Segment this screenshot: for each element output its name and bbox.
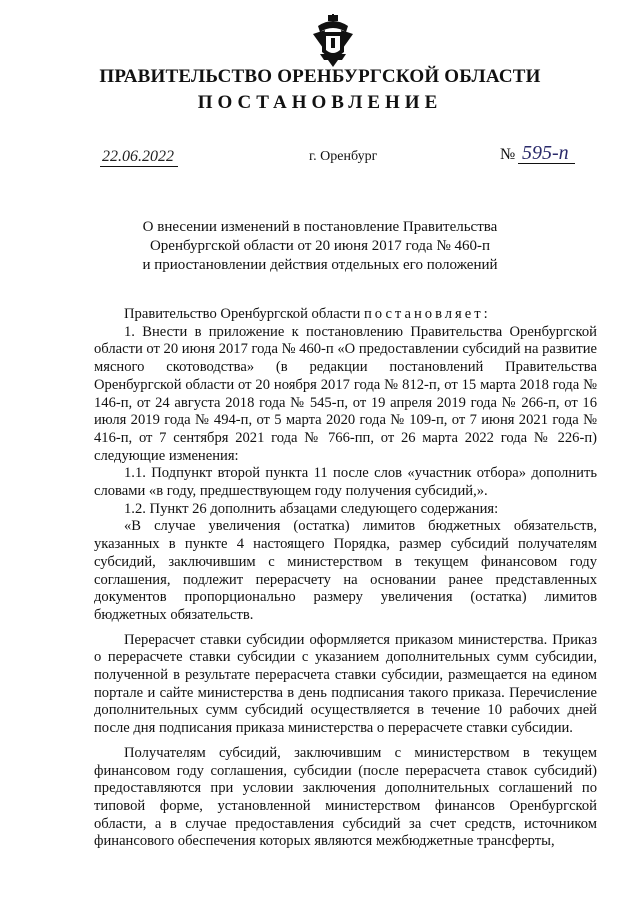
document-date: 22.06.2022 bbox=[100, 148, 178, 167]
paragraph-1: 1. Внести в приложение к постановлению Правительства Оренбургской области от 20 июня 2017 года № 460-п «О предоставлении субсидий на развитие мясного скотоводства» (в редакции постановлений Правительства Оренбургской области от 20 ноября 2017 года № 812-п, от 15 марта 2018 года № 146-п, от 24 августа 2018 года № 545-п, от 19 апреля 2019 года № 266-п, от 16 июля 2019 года № 494-п, от 5 марта 2020 года № 109-п, от 7 июня 2021 года № 416-п, от 7 сентября 2021 года № 766-пп, от 26 марта 2022 года № 226-п) следующие изменения: bbox=[94, 323, 597, 464]
document-city: г. Оренбург bbox=[309, 149, 378, 164]
quoted-paragraph-1: «В случае увеличения (остатка) лимитов бюджетных обязательств, указанных в пункте 4 настоящего Порядка, размер субсидий получателям субсидий, заключившим с министерством в текущем финансовом году соглашения, подлежит перерасчету на основании ранее представленных документов пропорционально размеру увеличения (остатка) лимитов бюджетных обязательств. bbox=[94, 518, 597, 623]
subject-line: и приостановлении действия отдельных его положений bbox=[142, 257, 498, 273]
coat-of-arms-icon bbox=[310, 14, 356, 68]
intro-paragraph bbox=[94, 306, 597, 324]
government-title: ПРАВИТЕЛЬСТВО ОРЕНБУРГСКОЙ ОБЛАСТИ bbox=[99, 66, 541, 87]
document-body bbox=[94, 306, 597, 851]
intro-prefix: Правительство Оренбургской области bbox=[124, 306, 364, 322]
subject-line: О внесении изменений в постановление Правительства bbox=[142, 219, 498, 235]
document-subject bbox=[0, 218, 640, 275]
document-number: 595-п bbox=[518, 143, 575, 164]
document-number-label: № bbox=[500, 146, 516, 163]
quoted-paragraph-2: Перерасчет ставки субсидии оформляется приказом министерства. Приказ о перерасчете ставки субсидии с указанием дополнительных сумм субсидии, полученной в результате перерасчета ставки субсидии, размещается на едином портале и сайте министерства в день подписания такого приказа. Перечисление дополнительных сумм субсидий осуществляется в течение 10 рабочих дней после дня подписания приказа министерства о перерасчете ставки субсидии. bbox=[94, 631, 597, 737]
intro-verb: постановляет bbox=[363, 306, 484, 322]
paragraph-1-2: 1.2. Пункт 26 дополнить абзацами следующего содержания: bbox=[124, 500, 499, 517]
paragraph-1-1: 1.1. Подпункт второй пункта 11 после слов «участник отбора» дополнить словами «в году, предшествующем году получения субсидий,». bbox=[94, 465, 597, 500]
subject-line: Оренбургской области от 20 июня 2017 года № 460-п bbox=[149, 238, 491, 254]
quoted-paragraph-3: Получателям субсидий, заключившим с министерством в текущем финансовом году соглашения, субсидии (после перерасчета ставок субсидий) предоставляются при условии заключения дополнительных соглашений по типовой форме, установленной министерством финансов Оренбургской области, а в случае предоставления субсидий за счет средств, источником финансового обеспечения которых являются межбюджетные трансферты, bbox=[94, 744, 597, 850]
intro-suffix: : bbox=[483, 306, 488, 322]
document-type: ПОСТАНОВЛЕНИЕ bbox=[197, 92, 443, 113]
